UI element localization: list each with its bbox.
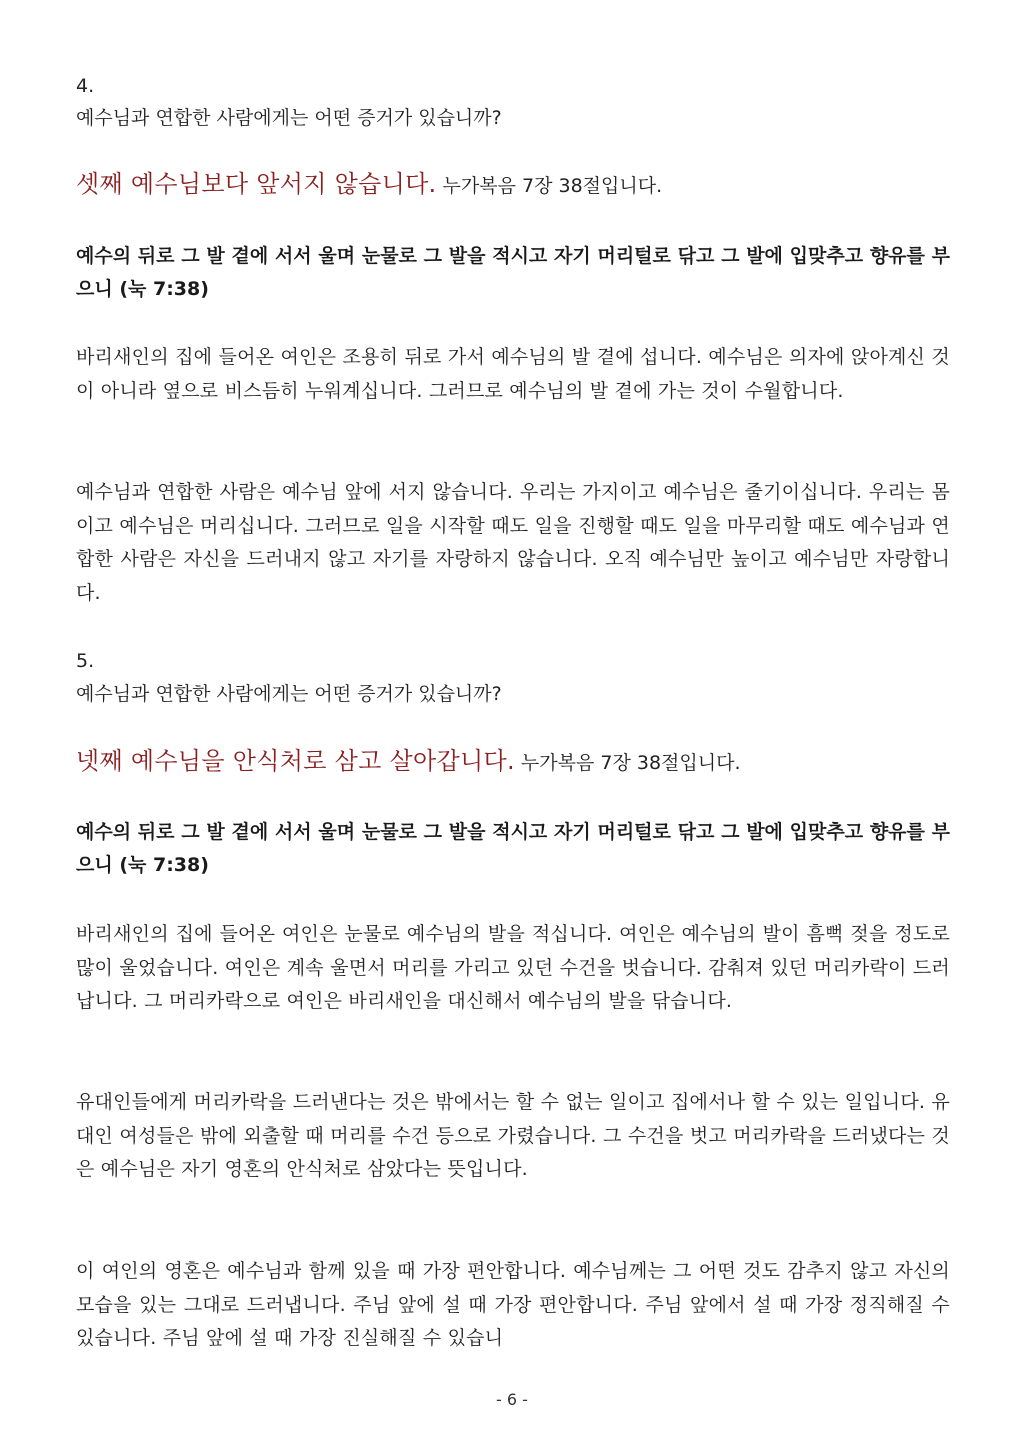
section-question: 예수님과 연합한 사람에게는 어떤 증거가 있습니까? — [76, 107, 502, 129]
heading-main: 넷째 예수님을 안식처로 삼고 살아갑니다. — [76, 747, 515, 775]
page-number: - 6 - — [496, 1390, 528, 1409]
body-paragraph: 예수님과 연합한 사람은 예수님 앞에 서지 않습니다. 우리는 가지이고 예수님은 줄기이십니다. 우리는 몸이고 예수님은 머리십니다. 그러므로 일을 시작할 때도 일을 진행할 때도 일을 마무리할 때도 예수님과 연합한 사람은 자신을 드러내지 않고 자기를 자랑하지 않습니다. 오직 예수님만 높이고 예수님만 자랑합니다. — [76, 481, 950, 604]
section-question: 예수님과 연합한 사람에게는 어떤 증거가 있습니까? — [76, 683, 502, 705]
section-heading — [76, 168, 950, 203]
section-number: 4. — [76, 75, 95, 97]
heading-main: 셋째 예수님보다 앞서지 않습니다. — [76, 170, 437, 198]
body-paragraph: 이 여인의 영혼은 예수님과 함께 있을 때 가장 편안합니다. 예수님께는 그 어떤 것도 감추지 않고 자신의 모습을 있는 그대로 드러냅니다. 주님 앞에 설 때 가장 편안합니다. 주님 앞에서 설 때 가장 정직해질 수 있습니다. 주님 앞에 설 때 가장 진실해질 수 있습니 — [76, 1260, 950, 1349]
body-paragraph: 바리새인의 집에 들어온 여인은 눈물로 예수님의 발을 적십니다. 여인은 예수님의 발이 흠뻑 젖을 정도로 많이 울었습니다. 여인은 계속 울면서 머리를 가리고 있던 수건을 벗습니다. 감춰져 있던 머리카락이 드러납니다. 그 머리카락으로 여인은 바리새인을 대신해서 예수님의 발을 닦습니다. — [76, 923, 950, 1012]
section-number: 5. — [76, 650, 95, 672]
heading-reference: 누가복음 7장 38절입니다. — [520, 752, 741, 774]
body-paragraph: 바리새인의 집에 들어온 여인은 조용히 뒤로 가서 예수님의 발 곁에 섭니다. 예수님은 의자에 앉아계신 것이 아니라 옆으로 비스듬히 누워계십니다. 그러므로 예수님의 발 곁에 가는 것이 수월합니다. — [76, 346, 950, 402]
section-heading — [76, 745, 950, 780]
heading-reference: 누가복음 7장 38절입니다. — [442, 175, 663, 197]
scripture-verse: 예수의 뒤로 그 발 곁에 서서 울며 눈물로 그 발을 적시고 자기 머리털로 닦고 그 발에 입맞추고 향유를 부으니 (눅 7:38) — [76, 821, 950, 876]
scripture-verse: 예수의 뒤로 그 발 곁에 서서 울며 눈물로 그 발을 적시고 자기 머리털로 닦고 그 발에 입맞추고 향유를 부으니 (눅 7:38) — [76, 245, 950, 300]
body-paragraph: 유대인들에게 머리카락을 드러낸다는 것은 밖에서는 할 수 없는 일이고 집에서나 할 수 있는 일입니다. 유대인 여성들은 밖에 외출할 때 머리를 수건 등으로 가렸습니다. 그 수건을 벗고 머리카락을 드러냈다는 것은 예수님은 자기 영혼의 안식처로 삼았다는 뜻입니다. — [76, 1091, 950, 1180]
